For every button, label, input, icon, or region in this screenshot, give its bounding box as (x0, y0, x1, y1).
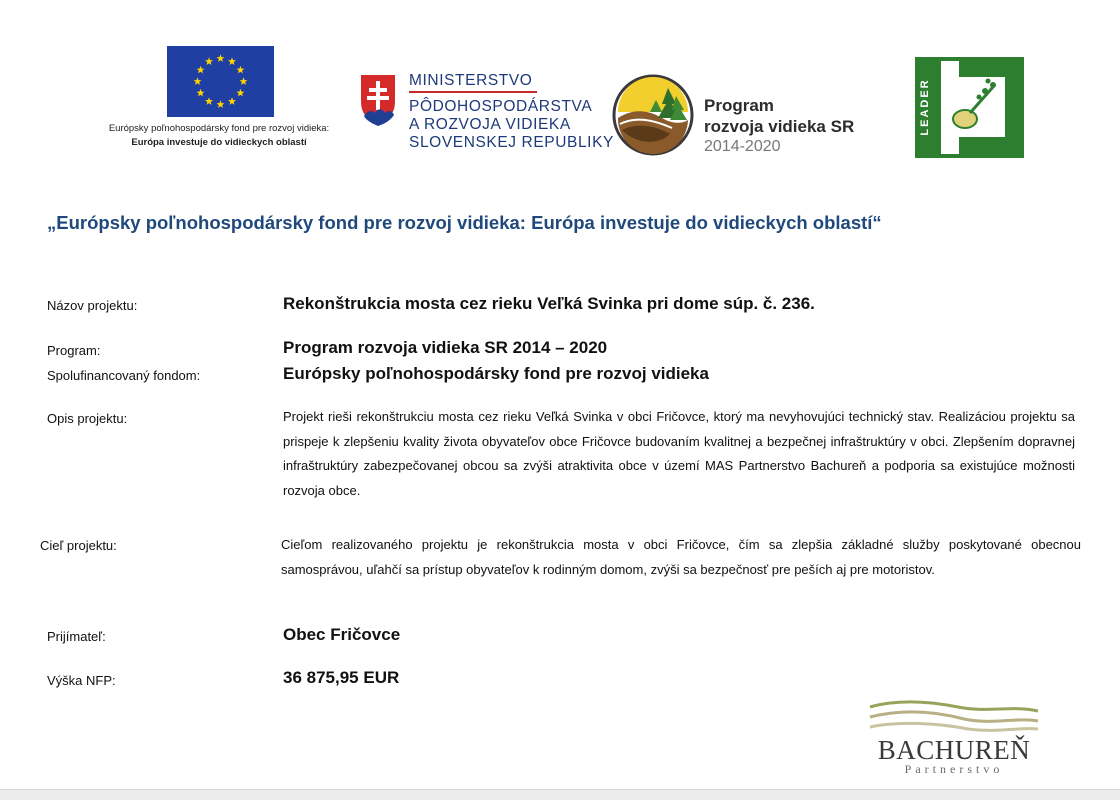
prv-title-line2: rozvoja vidieka SR (704, 117, 855, 136)
prv-years: 2014-2020 (704, 138, 781, 155)
recipient-label: Prijímateľ: (47, 629, 106, 644)
description-value: Projekt rieši rekonštrukciu mosta cez rieku Veľká Svinka v obci Fričovce, ktorý ma nevyhovujúci technický stav. Realizáciou projektu sa prispeje k zlepšeniu kvality života obyvateľov obce Fričovce budovaním kvalitnej a bezpečnej infraštruktúry v obci. Zlepšením dopravnej infraštruktúry zabezpečovanej obcou sa zvýši atraktivita obce v území MAS Partnerstvo Bachureň a podporia sa existujúce možnosti rozvoja obce. (283, 409, 1075, 498)
eu-star-icon (194, 77, 202, 85)
eu-flag-logo (167, 46, 274, 117)
eu-star-icon (240, 77, 248, 85)
ministry-line4: SLOVENSKEJ REPUBLIKY (409, 134, 614, 151)
slovak-coat-of-arms-icon (358, 72, 398, 127)
eu-star-icon (205, 57, 213, 65)
eu-star-icon (236, 89, 244, 97)
eu-star-icon (217, 100, 225, 108)
eu-caption-line2: Európa investuje do vidieckych oblastí (131, 137, 307, 148)
ministry-line3: A ROZVOJA VIDIEKA (409, 116, 571, 133)
eu-star-icon (228, 57, 236, 65)
eu-caption-line1: Európsky poľnohospodársky fond pre rozvoj vidieka: (108, 123, 330, 134)
ministry-line2: PÔDOHOSPODÁRSTVA (409, 98, 593, 115)
fund-value: Európsky poľnohospodársky fond pre rozvoj vidieka (283, 364, 709, 383)
description-label: Opis projektu: (47, 411, 128, 426)
project-name-value: Rekonštrukcia mosta cez rieku Veľká Svinka pri dome súp. č. 236. (283, 294, 815, 313)
leader-text: LEADER (919, 78, 931, 136)
eu-star-icon (205, 97, 213, 105)
bachuren-subtitle: Partnerstvo (904, 762, 1004, 776)
prv-emblem-icon (612, 74, 694, 156)
bottom-strip (0, 789, 1120, 800)
eu-star-icon (217, 54, 225, 62)
fund-label: Spolufinancovaný fondom: (47, 368, 201, 383)
ministry-line1: MINISTERSTVO (409, 72, 533, 89)
goal-label: Cieľ projektu: (40, 538, 117, 553)
project-name-label: Názov projektu: (47, 298, 138, 313)
page-title: „Európsky poľnohospodársky fond pre rozvoj vidieka: Európa investuje do vidieckych oblastí“ (47, 212, 882, 233)
eu-stars-icon (167, 46, 274, 117)
prv-title-line1: Program (704, 96, 774, 115)
grant-amount-label: Výška NFP: (47, 673, 116, 688)
recipient-value: Obec Fričovce (283, 625, 401, 644)
leader-logo-icon (915, 57, 1024, 158)
eu-star-icon (197, 66, 205, 74)
ministry-underline (409, 91, 537, 93)
grant-amount-value: 36 875,95 EUR (283, 668, 400, 687)
bachuren-name: BACHUREŇ (877, 735, 1031, 765)
eu-star-icon (236, 66, 244, 74)
eu-star-icon (197, 89, 205, 97)
program-value: Program rozvoja vidieka SR 2014 – 2020 (283, 338, 608, 357)
goal-value: Cieľom realizovaného projektu je rekonštrukcia mosta v obci Fričovce, čím sa zlepšia základné služby poskytované obecnou samosprávou, uľahčí sa prístup obyvateľov k rodinným domom, zvýši sa bezpečnosť pre peších aj pre motoristov. (281, 537, 1081, 577)
program-label: Program: (47, 343, 101, 358)
eu-star-icon (228, 97, 236, 105)
